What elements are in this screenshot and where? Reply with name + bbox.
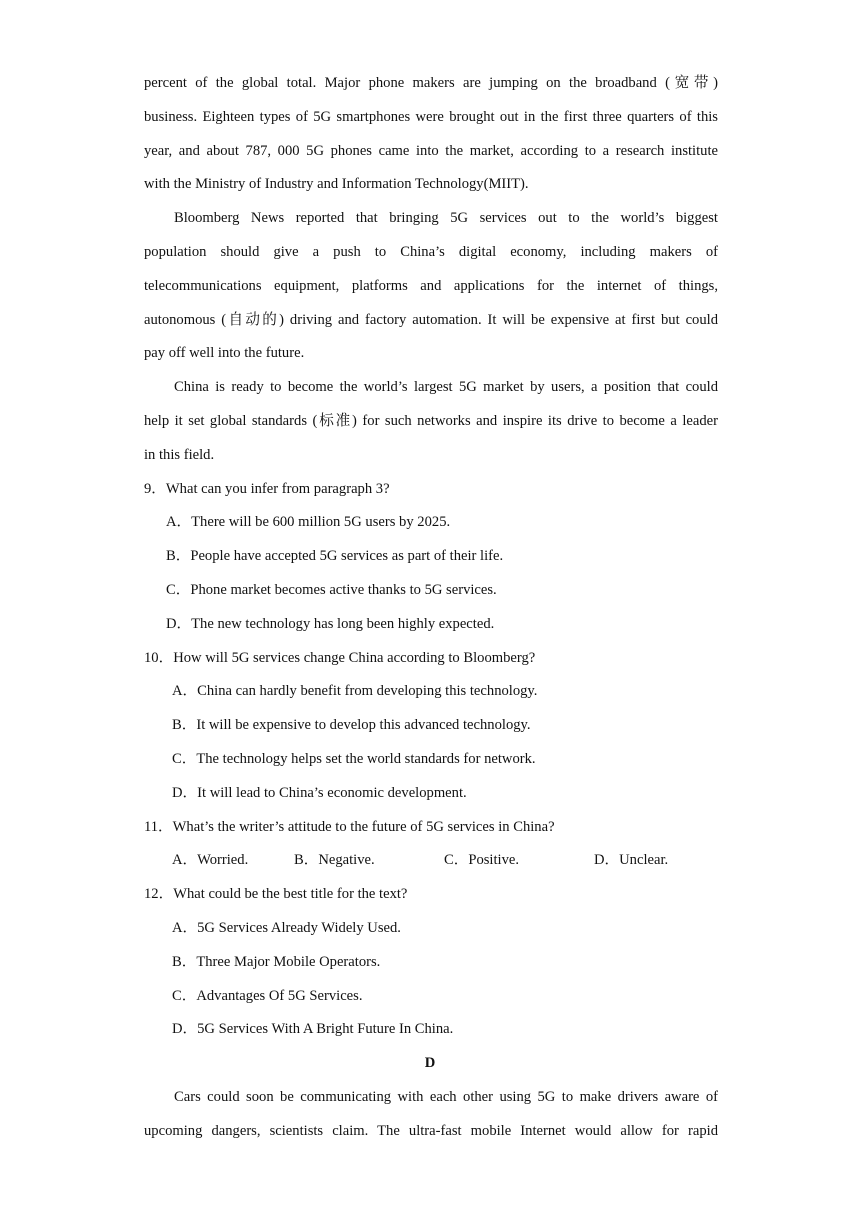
question-option: B．People have accepted 5G services as part of their life.: [166, 548, 504, 564]
question-option: C．Phone market becomes active thanks to 5G services.: [166, 582, 497, 598]
question-option: A．5G Services Already Widely Used.: [172, 920, 401, 936]
question-stem: 10．How will 5G services change China according to Bloomberg?: [144, 650, 536, 666]
question-stem: 9．What can you infer from paragraph 3?: [144, 481, 390, 497]
passage-line: percent of the global total. Major phone makers are jumping on the broadband (宽带): [144, 75, 718, 91]
question-stem: 11．What’s the writer’s attitude to the future of 5G services in China?: [144, 819, 555, 835]
passage-line: autonomous (自动的) driving and factory automation. It will be expensive at first but could: [144, 312, 718, 328]
passage-line: business. Eighteen types of 5G smartphones were brought out in the first three quarters of this: [144, 109, 718, 125]
question-option: B．It will be expensive to develop this advanced technology.: [172, 717, 531, 733]
question-option: D．5G Services With A Bright Future In China.: [172, 1021, 454, 1037]
question-option: A．Worried.: [172, 852, 249, 868]
passage-line: upcoming dangers, scientists claim. The ultra-fast mobile Internet would allow for rapid: [144, 1123, 718, 1139]
question-option: A．There will be 600 million 5G users by 2025.: [166, 514, 451, 530]
question-option: B．Three Major Mobile Operators.: [172, 954, 381, 970]
question-option: D．It will lead to China’s economic development.: [172, 785, 467, 801]
passage-line: pay off well into the future.: [144, 345, 305, 361]
question-option: C．Advantages Of 5G Services.: [172, 988, 363, 1004]
section-heading: D: [424, 1055, 436, 1071]
passage-line: in this field.: [144, 447, 215, 463]
passage-line: year, and about 787, 000 5G phones came into the market, according to a research institute: [144, 143, 718, 159]
question-option: B．Negative.: [294, 852, 375, 868]
passage-line: help it set global standards (标准) for such networks and inspire its drive to become a leader: [144, 413, 718, 429]
question-option: D．The new technology has long been highly expected.: [166, 616, 495, 632]
question-stem: 12．What could be the best title for the text?: [144, 886, 408, 902]
question-option: A．China can hardly benefit from developing this technology.: [172, 683, 538, 699]
question-option: C．Positive.: [444, 852, 520, 868]
passage-line: Bloomberg News reported that bringing 5G services out to the world’s biggest: [174, 210, 718, 226]
passage-line: Cars could soon be communicating with each other using 5G to make drivers aware of: [174, 1089, 718, 1105]
passage-line: China is ready to become the world’s largest 5G market by users, a position that could: [174, 379, 718, 395]
passage-line: telecommunications equipment, platforms and applications for the internet of things,: [144, 278, 718, 294]
question-option: C．The technology helps set the world standards for network.: [172, 751, 536, 767]
question-option: D．Unclear.: [594, 852, 669, 868]
passage-line: population should give a push to China’s digital economy, including makers of: [144, 244, 718, 260]
passage-line: with the Ministry of Industry and Information Technology(MIIT).: [144, 176, 529, 192]
